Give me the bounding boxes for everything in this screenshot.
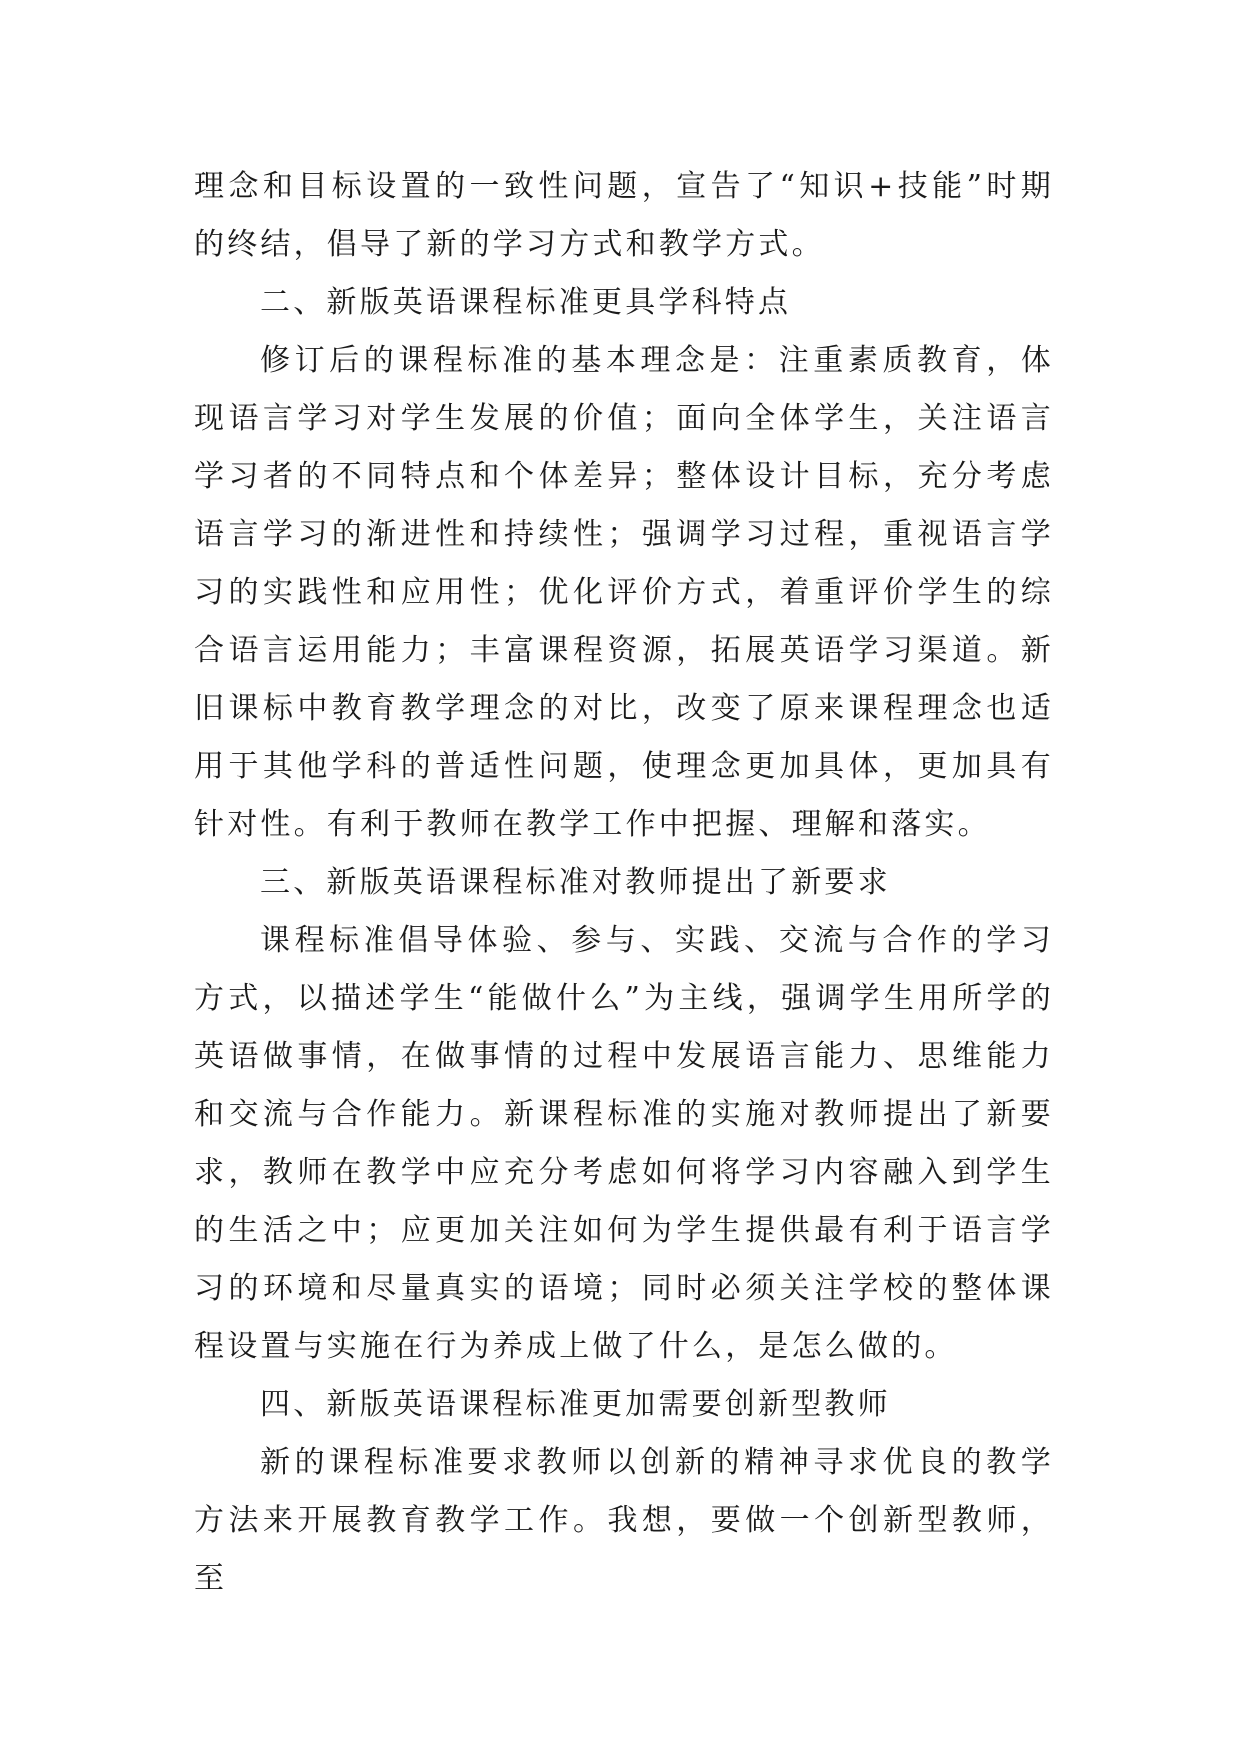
paragraph-continuation: 理念和目标设置的一致性问题，宣告了“知识+技能”时期的终结，倡导了新的学习方式和教学方式。 [194,169,1054,262]
section-heading-4: 四、新版英语课程标准更加需要创新型教师 [260,1387,891,1422]
paragraph-section-3: 课程标准倡导体验、参与、实践、交流与合作的学习方式，以描述学生“能做什么”为主线，强调学生用所学的英语做事情，在做事情的过程中发展语言能力、思维能力和交流与合作能力。新课程标准的实施对教师提出了新要求，教师在教学中应充分考虑如何将学习内容融入到学生的生活之中；应更加关注如何为学生提供最有利于语言学习的环境和尽量真实的语境；同时必须关注学校的整体课程设置与实施在行为养成上做了什么，是怎么做的。 [194,923,1054,1364]
paragraph-section-4: 新的课程标准要求教师以创新的精神寻求优良的教学方法来开展教育教学工作。我想，要做一个创新型教师，至 [194,1445,1054,1596]
document-body [194,158,1054,1608]
paragraph-section-2: 修订后的课程标准的基本理念是：注重素质教育，体现语言学习对学生发展的价值；面向全体学生，关注语言学习者的不同特点和个体差异；整体设计目标，充分考虑语言学习的渐进性和持续性；强调学习过程，重视语言学习的实践性和应用性；优化评价方式，着重评价学生的综合语言运用能力；丰富课程资源，拓展英语学习渠道。新旧课标中教育教学理念的对比，改变了原来课程理念也适用于其他学科的普适性问题，使理念更加具体，更加具有针对性。有利于教师在教学工作中把握、理解和落实。 [194,343,1054,842]
section-heading-3: 三、新版英语课程标准对教师提出了新要求 [260,865,891,900]
section-heading-2: 二、新版英语课程标准更具学科特点 [260,285,792,320]
